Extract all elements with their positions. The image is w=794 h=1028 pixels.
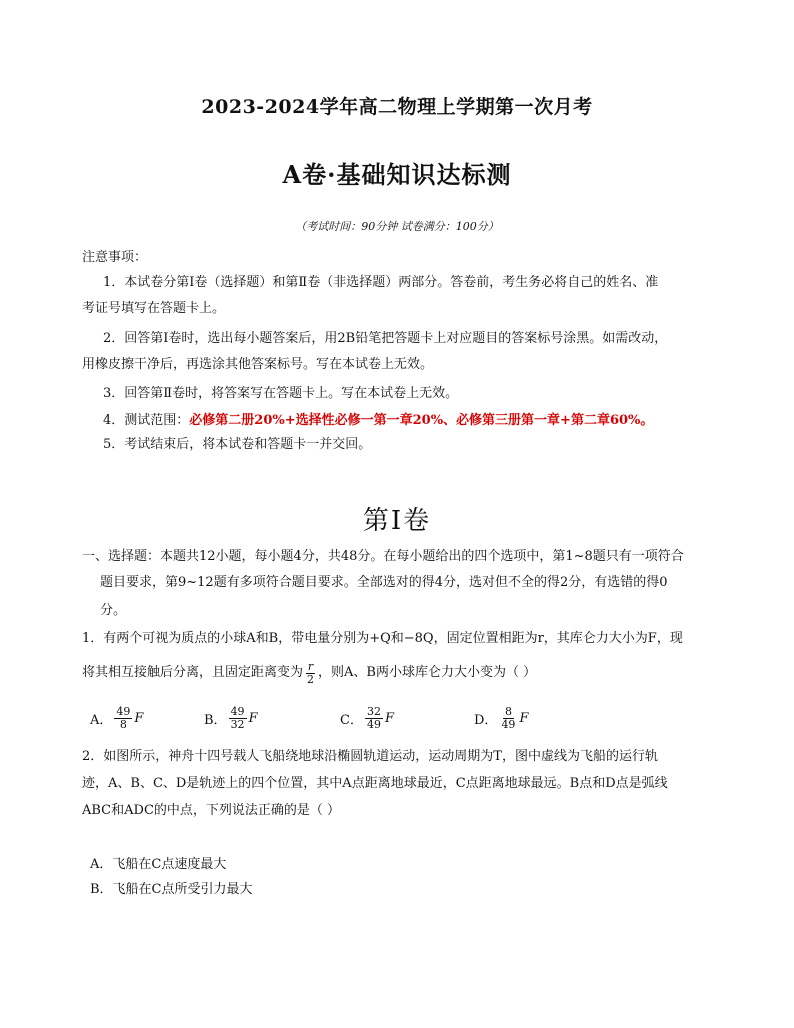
q1-line-2-pre: 将其相互接触后分离，且固定距离变为 xyxy=(82,665,304,680)
fraction-numerator: r xyxy=(307,659,314,673)
note-1-line-1: 1．本试卷分第Ⅰ卷（选择题）和第Ⅱ卷（非选择题）两部分。答卷前，考生务必将自己的姓名、准 xyxy=(103,275,659,290)
option-fraction xyxy=(229,706,247,731)
notes-heading: 注意事项： xyxy=(82,250,148,265)
fraction-numerator: 8 xyxy=(504,705,512,718)
note-1-line-2: 考证号填写在答题卡上。 xyxy=(82,301,226,316)
section-intro-line-2: 题目要求，第9~12题有多项符合题目要求。全部选对的得4分，选对但不全的得2分，有选错的得0 xyxy=(100,575,668,590)
fraction-denominator: 49 xyxy=(366,718,381,731)
q1-option-b[interactable] xyxy=(204,706,258,731)
exam-title: 2023-2024学年高二物理上学期第一次月考 xyxy=(201,96,593,118)
q1-option-d[interactable] xyxy=(474,706,528,731)
section-title: 第Ⅰ卷 xyxy=(362,506,432,536)
note-4 xyxy=(103,408,653,434)
note-3: 3．回答第Ⅱ卷时，将答案写在答题卡上。写在本试卷上无效。 xyxy=(103,386,459,401)
q1-line-1: 1．有两个可视为质点的小球A和B，带电量分别为+Q和−8Q，固定位置相距为r，其库仑力大小为F，现 xyxy=(82,631,683,646)
section-intro-line-1: 一、选择题：本题共12小题，每小题4分，共48分。在每小题给出的四个选项中，第1~8题只有一项符合 xyxy=(82,549,684,564)
q1-option-c[interactable] xyxy=(340,706,394,731)
q1-line-2 xyxy=(82,660,536,686)
q2-line-3: ABC和ADC的中点，下列说法正确的是（ ） xyxy=(82,803,341,818)
option-unit: F xyxy=(248,711,258,726)
note-5: 5．考试结束后，将本试卷和答题卡一并交回。 xyxy=(103,437,372,452)
option-fraction xyxy=(365,706,383,731)
option-label: D． xyxy=(474,713,498,728)
q1-option-a[interactable] xyxy=(90,706,143,731)
note-2-line-1: 2．回答第Ⅰ卷时，选出每小题答案后，用2B铅笔把答题卡上对应题目的答案标号涂黑。如需改动， xyxy=(103,331,668,346)
option-label: C． xyxy=(340,713,363,728)
q2-option-b[interactable]: B．飞船在C点所受引力最大 xyxy=(90,882,253,897)
note-2-line-2: 用橡皮擦干净后，再选涂其他答案标号。写在本试卷上无效。 xyxy=(82,357,434,372)
q2-line-2: 迹，A、B、C、D是轨迹上的四个位置，其中A点距离地球最近，C点距离地球最远。B点和D点是弧线 xyxy=(82,776,668,791)
exam-info: （考试时间：90分钟 试卷满分：100分） xyxy=(295,220,499,233)
fraction-denominator: 8 xyxy=(119,718,127,731)
q2-line-1: 2．如图所示，神舟十四号载人飞船绕地球沿椭圆轨道运动，运动周期为T，图中虚线为飞船的运行轨 xyxy=(82,749,658,764)
q1-line-2-post: ，则A、B两小球库仑力大小变为（ ） xyxy=(318,665,537,680)
q1-distance-fraction xyxy=(305,661,316,686)
fraction-denominator: 2 xyxy=(307,672,315,686)
section-intro-line-3: 分。 xyxy=(100,603,127,618)
test-scope: 必修第二册20%+选择性必修一第一章20%、必修第三册第一章+第二章60%。 xyxy=(189,413,654,428)
fraction-denominator: 49 xyxy=(501,718,516,731)
note-4-prefix: 4．测试范围： xyxy=(103,413,190,428)
option-label: B． xyxy=(204,713,227,728)
fraction-denominator: 32 xyxy=(230,718,245,731)
fraction-numerator: 49 xyxy=(116,705,131,718)
option-fraction xyxy=(114,706,132,731)
option-fraction xyxy=(499,706,517,731)
exam-subtitle: A卷·基础知识达标测 xyxy=(282,160,512,189)
option-unit: F xyxy=(134,711,144,726)
option-unit: F xyxy=(519,711,529,726)
q2-option-a[interactable]: A．飞船在C点速度最大 xyxy=(90,857,227,872)
option-unit: F xyxy=(384,711,394,726)
option-label: A． xyxy=(90,713,113,728)
fraction-numerator: 49 xyxy=(230,705,245,718)
fraction-numerator: 32 xyxy=(366,705,381,718)
